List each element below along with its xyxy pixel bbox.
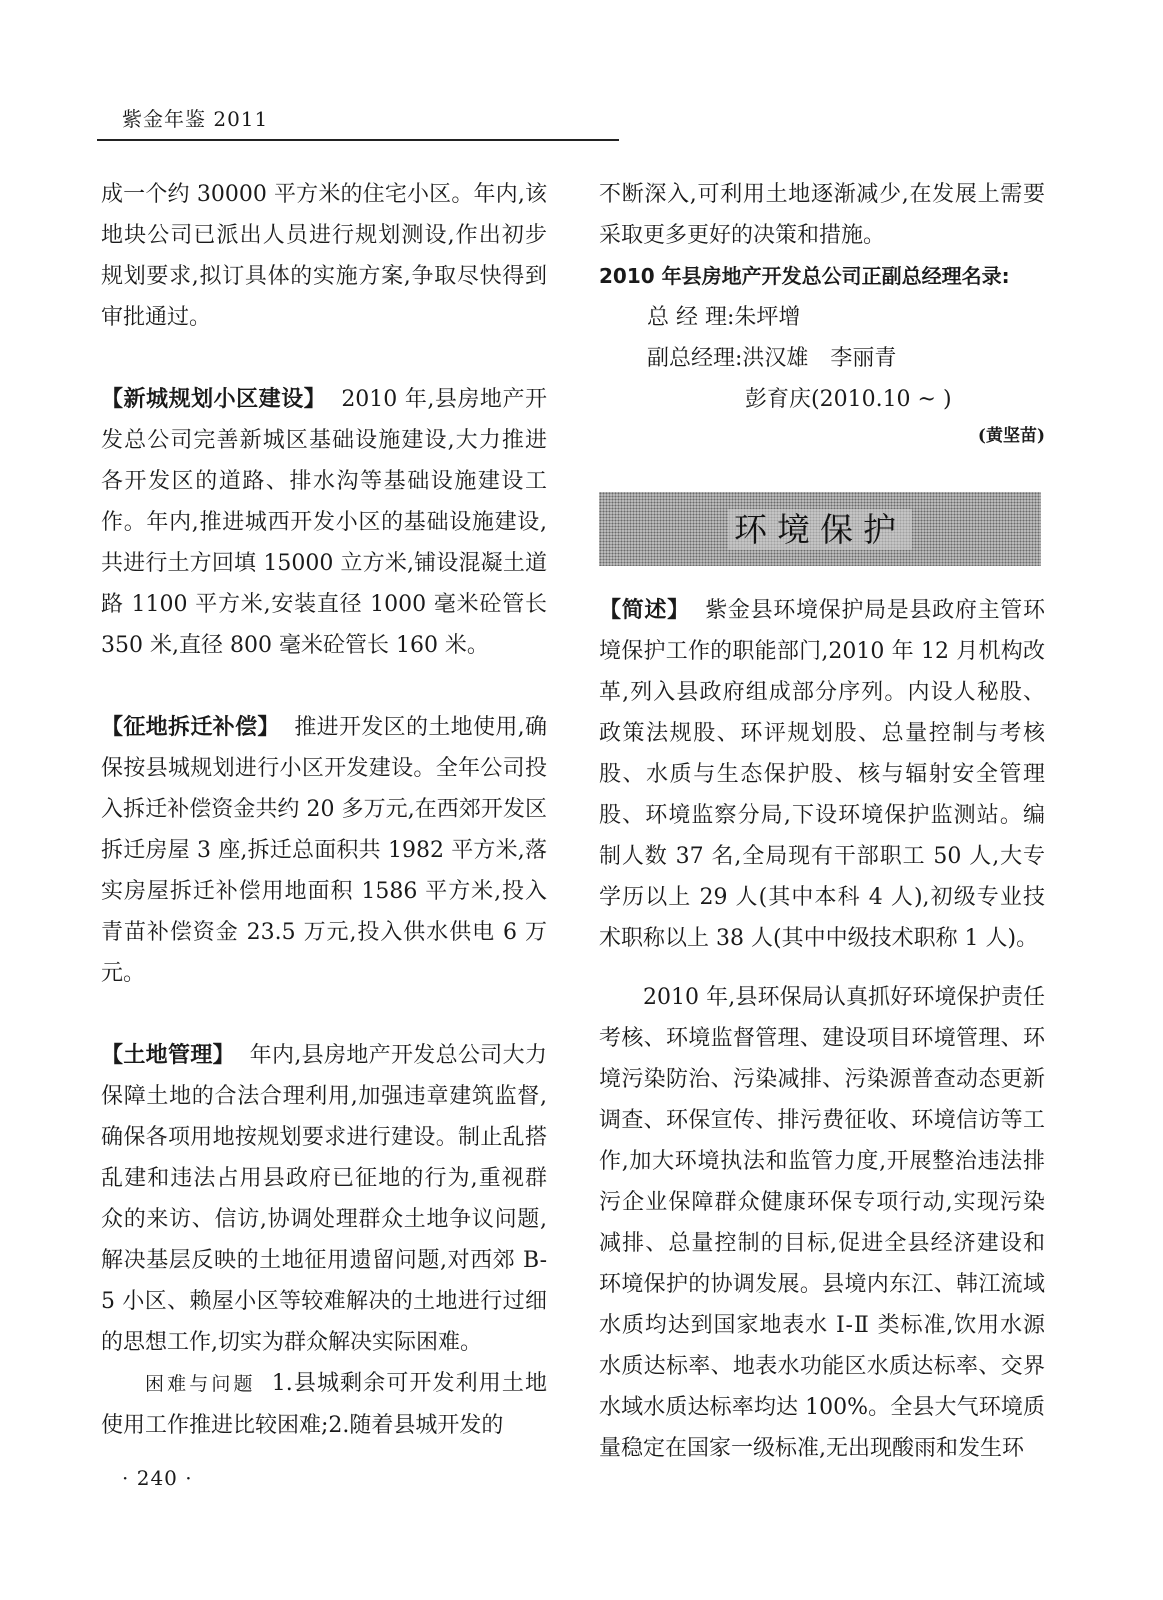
roster-general-manager: 总 经 理:朱坪增 [647, 305, 801, 330]
paragraph-2010-work: 2010 年,县环保局认真抓好环境保护责任考核、环境监督管理、建设项目环境管理、环境污染防治、污染减排、污染源普查动态更新调查、环保宣传、排污费征收、环境信访等工作,加大环境执法和监管力度,开展整治违法排污企业保障群众健康环保专项行动,实现污染减排、总量控制的目标,促进全县经济建设和环境保护的协调发展。县境内东江、韩江流域水质均达到国家地表水 Ⅰ-Ⅱ 类标准,饮用水源水质达标率、地表水功能区水质达标率、交界水域水质达标率均达 100%。全县大气环境质量稳定在国家一级标准,无出现酸雨和发生环 [599, 985, 1045, 1461]
roster-deputy-managers: 副总经理:洪汉雄 李丽青 [647, 346, 897, 371]
section-new-city-planning [101, 379, 547, 666]
section-heading: 【新城规划小区建设】 [101, 387, 327, 412]
spacer [101, 994, 547, 1035]
section-body: 推进开发区的土地使用,确保按县城规划进行小区开发建设。全年公司投入拆迁补偿资金共约 20 多万元,在西郊开发区拆迁房屋 3 座,拆迁总面积共 1982 平方米,落实房屋拆迁补偿用地面积 1586 平方米,投入青苗补偿资金 23.5 万元,投入供水供电 6 万元。 [101, 715, 547, 986]
section-banner-title: 环境保护 [728, 509, 912, 550]
running-title: 紫金年鉴 2011 [122, 107, 269, 131]
right-column [599, 174, 1045, 1469]
spacer [101, 666, 547, 707]
left-column [101, 174, 547, 1446]
section-body: 年内,县房地产开发总公司大力保障土地的合法合理利用,加强违章建筑监督,确保各项用地按规划要求进行建设。制止乱搭乱建和违法占用县政府已征地的行为,重视群众的来访、信访,协调处理群众土地争议问题,解决基层反映的土地征用遗留问题,对西郊 B-5 小区、赖屋小区等较难解决的土地进行过细的思想工作,切实为群众解决实际困难。 [101, 1043, 547, 1355]
roster-title: 2010 年县房地产开发总公司正副总经理名录: [599, 264, 1010, 288]
section-body: 紫金县环境保护局是县政府主管环境保护工作的职能部门,2010 年 12 月机构改革,列入县政府组成部分序列。内设人秘股、政策法规股、环评规划股、总量控制与考核股、水质与生态保护股、核与辐射安全管理股、环境监察分局,下设环境保护监测站。编制人数 37 名,全局现有干部职工 50 人,大专学历以上 29 人(其中本科 4 人),初级专业技术职称以上 38 人(其中中级技术职称 1 人)。 [599, 598, 1045, 951]
section-body: 1.县城剩余可开发利用土地使用工作推进比较困难;2.随着县城开发的 [101, 1371, 547, 1438]
author-credit: (黄坚苗) [977, 426, 1045, 446]
section-land-compensation [101, 707, 547, 994]
page-number: · 240 · [122, 1466, 193, 1490]
section-heading: 【简述】 [599, 598, 690, 623]
subsection-heading: 困难与问题 [145, 1373, 256, 1395]
section-heading: 【土地管理】 [101, 1043, 235, 1068]
paragraph-continued: 成一个约 30000 平方米的住宅小区。年内,该地块公司已派出人员进行规划测设,作出初步规划要求,拟订具体的实施方案,争取尽快得到审批通过。 [101, 182, 547, 330]
section-body: 2010 年,县房地产开发总公司完善新城区基础设施建设,大力推进各开发区的道路、排水沟等基础设施建设工作。年内,推进城西开发小区的基础设施建设,共进行土方回填 15000 立方米,铺设混凝土道路 1100 平方米,安装直径 1000 毫米砼管长 350 米,直径 800 毫米砼管长 160 米。 [101, 387, 547, 658]
header-rule [97, 139, 619, 141]
section-land-management [101, 1035, 547, 1363]
section-banner [599, 492, 1041, 566]
paragraph-continued: 不断深入,可利用土地逐渐减少,在发展上需要采取更多更好的决策和措施。 [599, 182, 1045, 248]
spacer [101, 338, 547, 379]
spacer [599, 959, 1045, 977]
roster-deputy-continued: 彭育庆(2010.10 ~ ) [745, 387, 952, 412]
section-heading: 【征地拆迁补偿】 [101, 715, 280, 740]
section-difficulties [101, 1363, 547, 1446]
section-summary [599, 590, 1045, 959]
